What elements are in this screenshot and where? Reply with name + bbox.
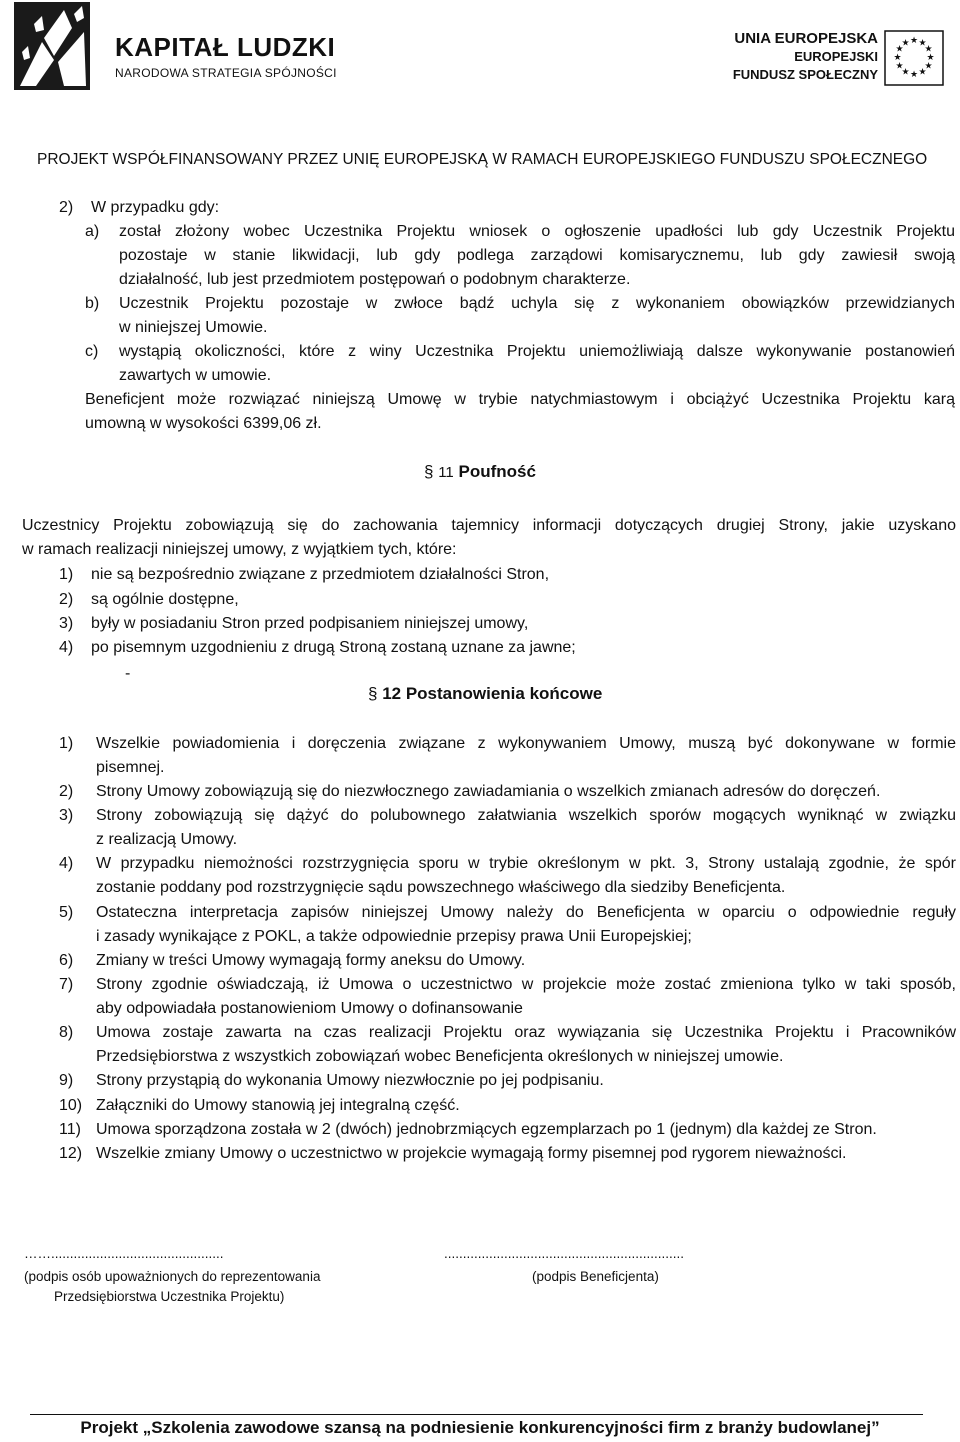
svg-text:★: ★: [926, 53, 935, 63]
list-item: Strony zobowiązują się dążyć do polubownego załatwiania wszelkich sporów mogących wyniknąć w związku: [96, 807, 956, 824]
eu-logo: [654, 30, 944, 90]
svg-text:★: ★: [909, 36, 919, 46]
list-item: Strony zgodnie oświadczają, iż Umowa o uczestnictwo w projekcie może zostać zmieniona tylko w taki sposób,: [96, 976, 956, 993]
svg-text:★: ★: [918, 67, 927, 78]
section-12-title: 12 Postanowienia końcowe: [382, 684, 603, 703]
eu-flag-icon: [884, 30, 944, 86]
item-b-label: b): [85, 295, 100, 312]
list-item: Wszelkie zmiany Umowy o uczestnictwo w projekcie wymagają formy pisemnej pod rygorem nieważności.: [96, 1145, 847, 1162]
list-item-continuation: i zasady wynikające z POKL, a także odpowiednie przepisy prawa Unii Europejskiej;: [96, 928, 692, 945]
item-b-line-2: w niniejszej Umowie.: [119, 319, 268, 336]
item-a-label: a): [85, 223, 100, 240]
section-11-intro-line-1: Uczestnicy Projektu zobowiązują się do zachowania tajemnicy informacji dotyczących drugiej Strony, jakie uzyskano: [22, 517, 956, 534]
list-item-number: 8): [59, 1024, 74, 1041]
list-item-number: 12): [59, 1145, 83, 1162]
list-item-continuation: pisemnej.: [96, 759, 165, 776]
item-c-label: c): [85, 343, 99, 360]
right-signature-line: ................................................................: [444, 1246, 685, 1261]
svg-text:★: ★: [909, 70, 919, 80]
right-signature-caption: (podpis Beneficjenta): [532, 1269, 659, 1284]
list-item-number: 2): [59, 783, 74, 800]
footer-project-title: Projekt „Szkolenia zawodowe szansą na podniesienie konkurencyjności firm z branży budowlanej”: [80, 1418, 880, 1437]
left-signature-line: ……..............................................: [24, 1246, 224, 1261]
list-item: Ostateczna interpretacja zapisów niniejszej Umowy należy do Beneficjenta w oparciu o odpowiednie reguły: [96, 904, 956, 921]
closing-line-1: Beneficjent może rozwiązać niniejszą Umowę w trybie natychmiastowym i obciążyć Uczestnika Projektu karą: [85, 391, 955, 408]
kapital-ludzki-logo: [14, 2, 344, 92]
list-item: nie są bezpośrednio związane z przedmiotem działalności Stron,: [91, 566, 550, 583]
svg-text:★: ★: [901, 38, 910, 49]
dash-mark: -: [125, 665, 131, 682]
footer-divider: [30, 1414, 923, 1415]
svg-text:★: ★: [901, 67, 910, 78]
svg-text:★: ★: [893, 53, 902, 63]
list-item-number: 3): [59, 807, 74, 824]
list-item-continuation: Przedsiębiorstwa z wszystkich zobowiązań wobec Beneficjenta określonych w niniejszej umowie.: [96, 1048, 784, 1065]
list-item-number: 7): [59, 976, 74, 993]
closing-line-2: umowną w wysokości 6399,06 zł.: [85, 415, 322, 432]
paragraph-sign: §: [424, 462, 434, 481]
item-number: 2): [59, 199, 74, 216]
item-a-line-2: pozostaje w stanie likwidacji, lub gdy podlega zarządowi komisarycznemu, lub gdy zawiesił swoją: [119, 247, 955, 264]
kapital-ludzki-subtitle: NARODOWA STRATEGIA SPÓJNOŚCI: [115, 66, 337, 80]
item-c-line-2: zawartych w umowie.: [119, 367, 272, 384]
list-item-number: 5): [59, 904, 74, 921]
eu-logo-text: [733, 30, 878, 84]
list-item-number: 4): [59, 855, 74, 872]
list-item: są ogólnie dostępne,: [91, 591, 239, 608]
item-a-line-1: został złożony wobec Uczestnika Projektu wniosek o ogłoszenie upadłości lub gdy Uczestnik Projektu: [119, 223, 955, 240]
list-item-continuation: aby odpowiadała postanowieniom Umowy o dofinansowanie: [96, 1000, 523, 1017]
left-signature-caption-1: (podpis osób upoważnionych do reprezentowania: [24, 1269, 321, 1284]
item-b-line-1: Uczestnik Projektu pozostaje w zwłoce bądź uchyla się z wykonaniem obowiązków przewidzianych: [119, 295, 955, 312]
list-item: W przypadku niemożności rozstrzygnięcia sporu w trybie określonym w pkt. 3, Strony ustalają zgodnie, że spór: [96, 855, 956, 872]
item-c-line-1: wystąpią okoliczności, które z winy Uczestnika Projektu uniemożliwiają dalsze wykonywanie postanowień: [119, 343, 955, 360]
list-item: Załączniki do Umowy stanowią jej integralną część.: [96, 1097, 460, 1114]
list-item: Wszelkie powiadomienia i doręczenia związane z wykonywaniem Umowy, muszą być dokonywane w formie: [96, 735, 956, 752]
list-item-number: 11): [59, 1121, 81, 1138]
list-item: były w posiadaniu Stron przed podpisaniem niniejszej umowy,: [91, 615, 529, 632]
list-item-number: 2): [59, 591, 74, 608]
list-item-number: 9): [59, 1072, 74, 1089]
svg-text:★: ★: [924, 61, 933, 72]
list-item: po pisemnym uzgodnieniu z drugą Stroną zostaną uznane za jawne;: [91, 639, 576, 656]
list-item: Zmiany w treści Umowy wymagają formy aneksu do Umowy.: [96, 952, 526, 969]
eu-line-2: EUROPEJSKI: [794, 49, 878, 64]
list-item: Umowa sporządzona została w 2 (dwóch) jednobrzmiących egzemplarzach po 1 (jednym) dla każdej ze Stron.: [96, 1121, 877, 1138]
svg-text:★: ★: [918, 38, 927, 49]
list-item: Strony Umowy zobowiązują się do niezwłocznego zawiadamiania o wszelkich zmianach adresów do doręczeń.: [96, 783, 881, 800]
svg-text:★: ★: [895, 44, 904, 55]
list-item-number: 4): [59, 639, 74, 656]
list-item: Umowa zostaje zawarta na czas realizacji Projektu oraz wywiązania się Uczestnika Projektu i Pracowników: [96, 1024, 956, 1041]
paragraph-sign: §: [368, 684, 378, 703]
eu-line-3: FUNDUSZ SPOŁECZNY: [732, 67, 878, 82]
item-a-line-3: działalność, lub jest przedmiotem postępowań o podobnym charakterze.: [119, 271, 631, 288]
list-item-continuation: zostanie poddany pod rozstrzygnięcie sądu powszechnego właściwego dla siedziby Beneficjenta.: [96, 879, 786, 896]
kapital-ludzki-emblem-icon: [14, 2, 90, 90]
kapital-ludzki-title: KAPITAŁ LUDZKI: [115, 32, 336, 62]
list-item-number: 10): [59, 1097, 83, 1114]
section-2-intro: W przypadku gdy:: [91, 199, 220, 216]
list-item-number: 3): [59, 615, 74, 632]
svg-text:★: ★: [895, 61, 904, 72]
list-item-number: 6): [59, 952, 74, 969]
list-item-number: 1): [59, 566, 74, 583]
list-item-number: 1): [59, 735, 74, 752]
svg-text:★: ★: [924, 44, 933, 55]
eu-line-1: UNIA EUROPEJSKA: [734, 30, 878, 47]
section-11-heading: [424, 462, 536, 482]
section-11-title: Poufność: [458, 462, 536, 481]
list-item-continuation: z realizacją Umowy.: [96, 831, 238, 848]
cofinancing-header: PROJEKT WSPÓŁFINANSOWANY PRZEZ UNIĘ EUROPEJSKĄ W RAMACH EUROPEJSKIEGO FUNDUSZU SPOŁECZNEGO: [37, 151, 928, 168]
left-signature-caption-2: Przedsiębiorstwa Uczestnika Projektu): [54, 1289, 285, 1304]
list-item: Strony przystąpią do wykonania Umowy niezwłocznie po jej podpisaniu.: [96, 1072, 604, 1089]
section-11-number: 11: [438, 464, 454, 481]
section-12-heading: [368, 684, 602, 704]
section-11-intro-line-2: w ramach realizacji niniejszej umowy, z wyjątkiem tych, które:: [22, 541, 457, 558]
